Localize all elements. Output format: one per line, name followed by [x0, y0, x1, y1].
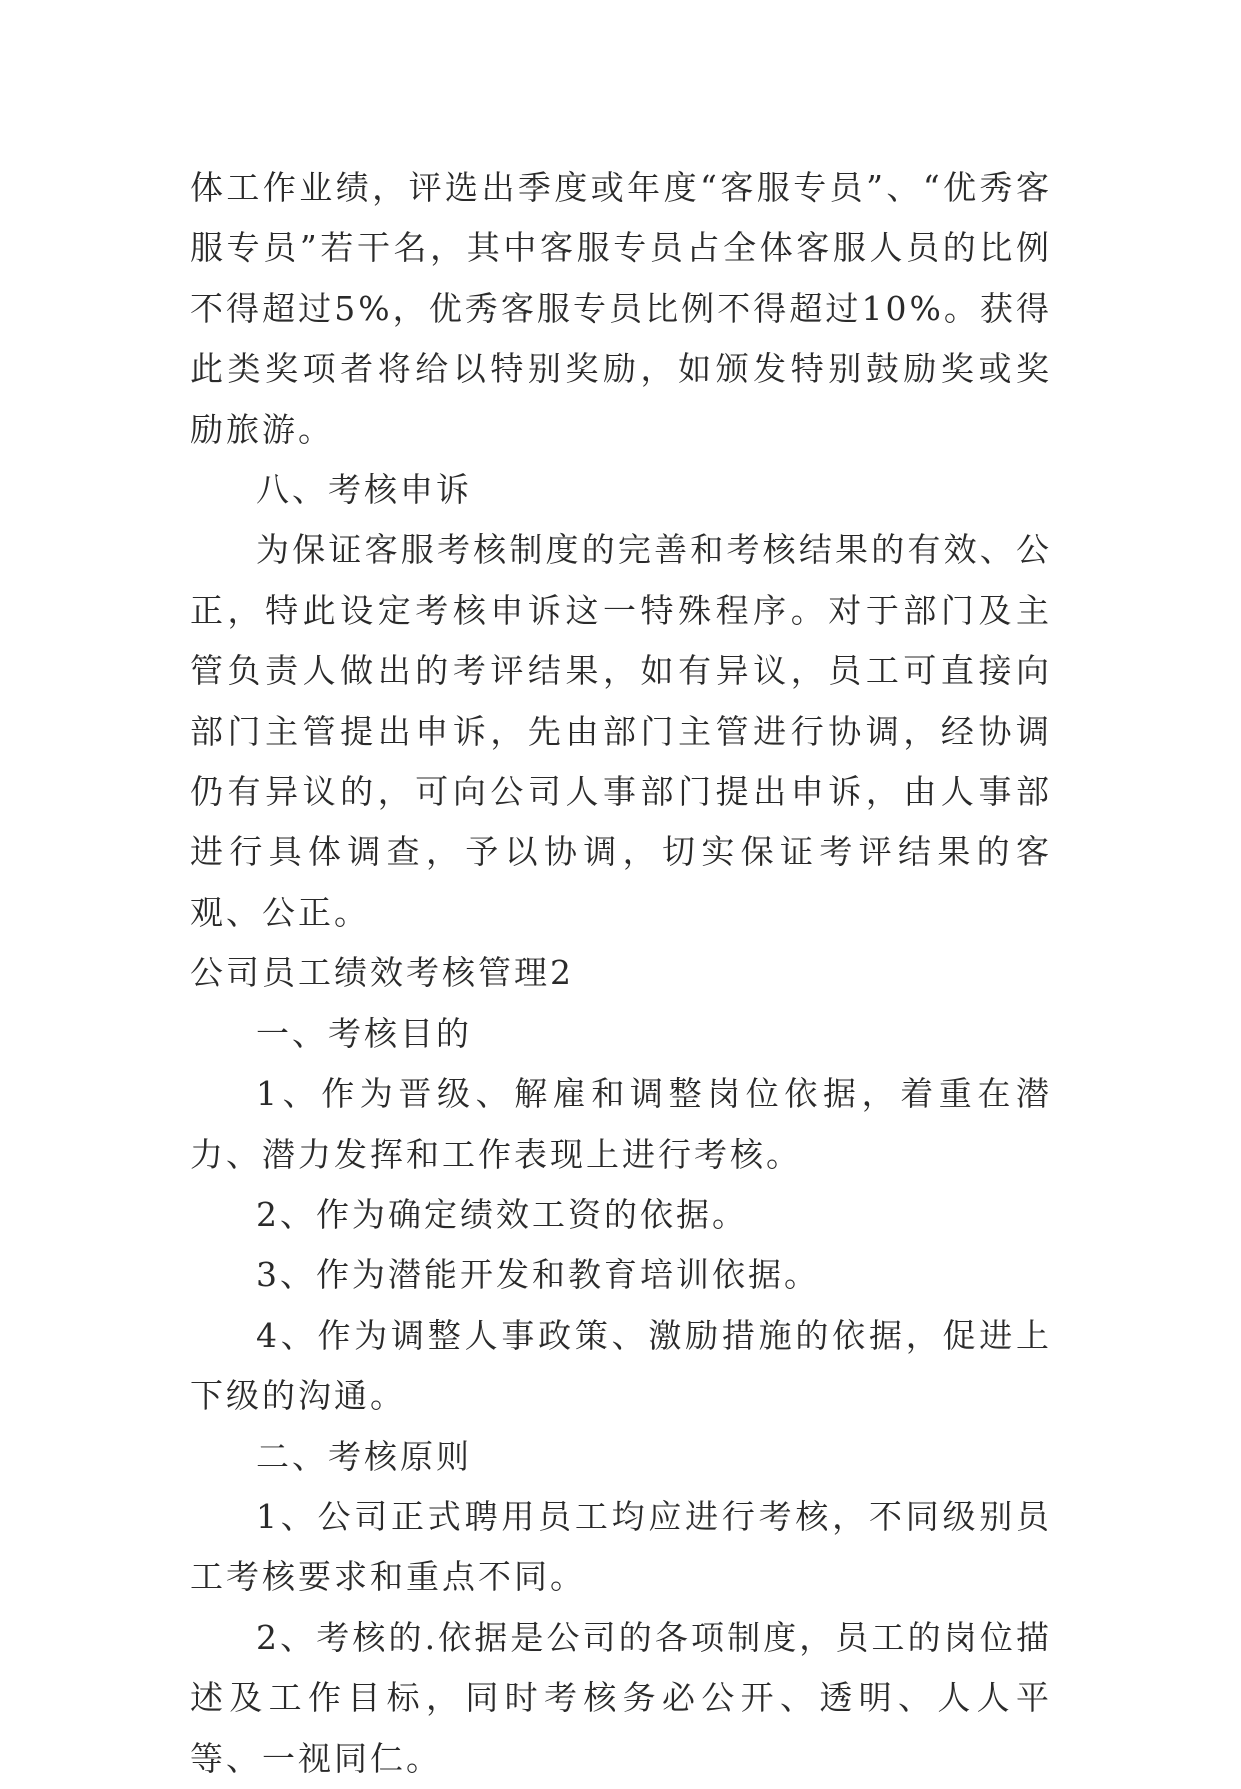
paragraph-purpose-3: 3、作为潜能开发和教育培训依据。: [256, 1255, 820, 1295]
paragraph-purpose-1: 1、作为晋级、解雇和调整岗位依据，着重在潜力、潜力发挥和工作表现上进行考核。: [190, 1074, 1052, 1174]
paragraph-appeal: 为保证客服考核制度的完善和考核结果的有效、公正，特此设定考核申诉这一特殊程序。对于部门及主管负责人做出的考评结果，如有异议，员工可直接向部门主管提出申诉，先由部门主管进行协调，经协调仍有异议的，可向公司人事部门提出申诉，由人事部进行具体调查，予以协调，切实保证考评结果的客观、公正。: [190, 530, 1052, 932]
document-body: [190, 158, 1052, 1789]
paragraph-purpose-2: 2、作为确定绩效工资的依据。: [256, 1194, 748, 1234]
section-heading-principles: 二、考核原则: [256, 1436, 472, 1476]
paragraph-continuation: 体工作业绩，评选出季度或年度“客服专员”、“优秀客服专员”若干名，其中客服专员占全体客服人员的比例不得超过5%，优秀客服专员比例不得超过10%。获得此类奖项者将给以特别奖励，如颁发特别鼓励奖或奖励旅游。: [190, 168, 1052, 449]
section-heading-appeal: 八、考核申诉: [256, 470, 472, 510]
section-heading-purpose: 一、考核目的: [256, 1013, 472, 1053]
paragraph-principle-1: 1、公司正式聘用员工均应进行考核，不同级别员工考核要求和重点不同。: [190, 1496, 1052, 1597]
paragraph-purpose-4: 4、作为调整人事政策、激励措施的依据，促进上下级的沟通。: [190, 1315, 1052, 1416]
paragraph-principle-2: 2、考核的.依据是公司的各项制度，员工的岗位描述及工作目标，同时考核务必公开、透明、人人平等、一视同仁。: [190, 1617, 1052, 1778]
document-title: 公司员工绩效考核管理2: [190, 953, 574, 993]
